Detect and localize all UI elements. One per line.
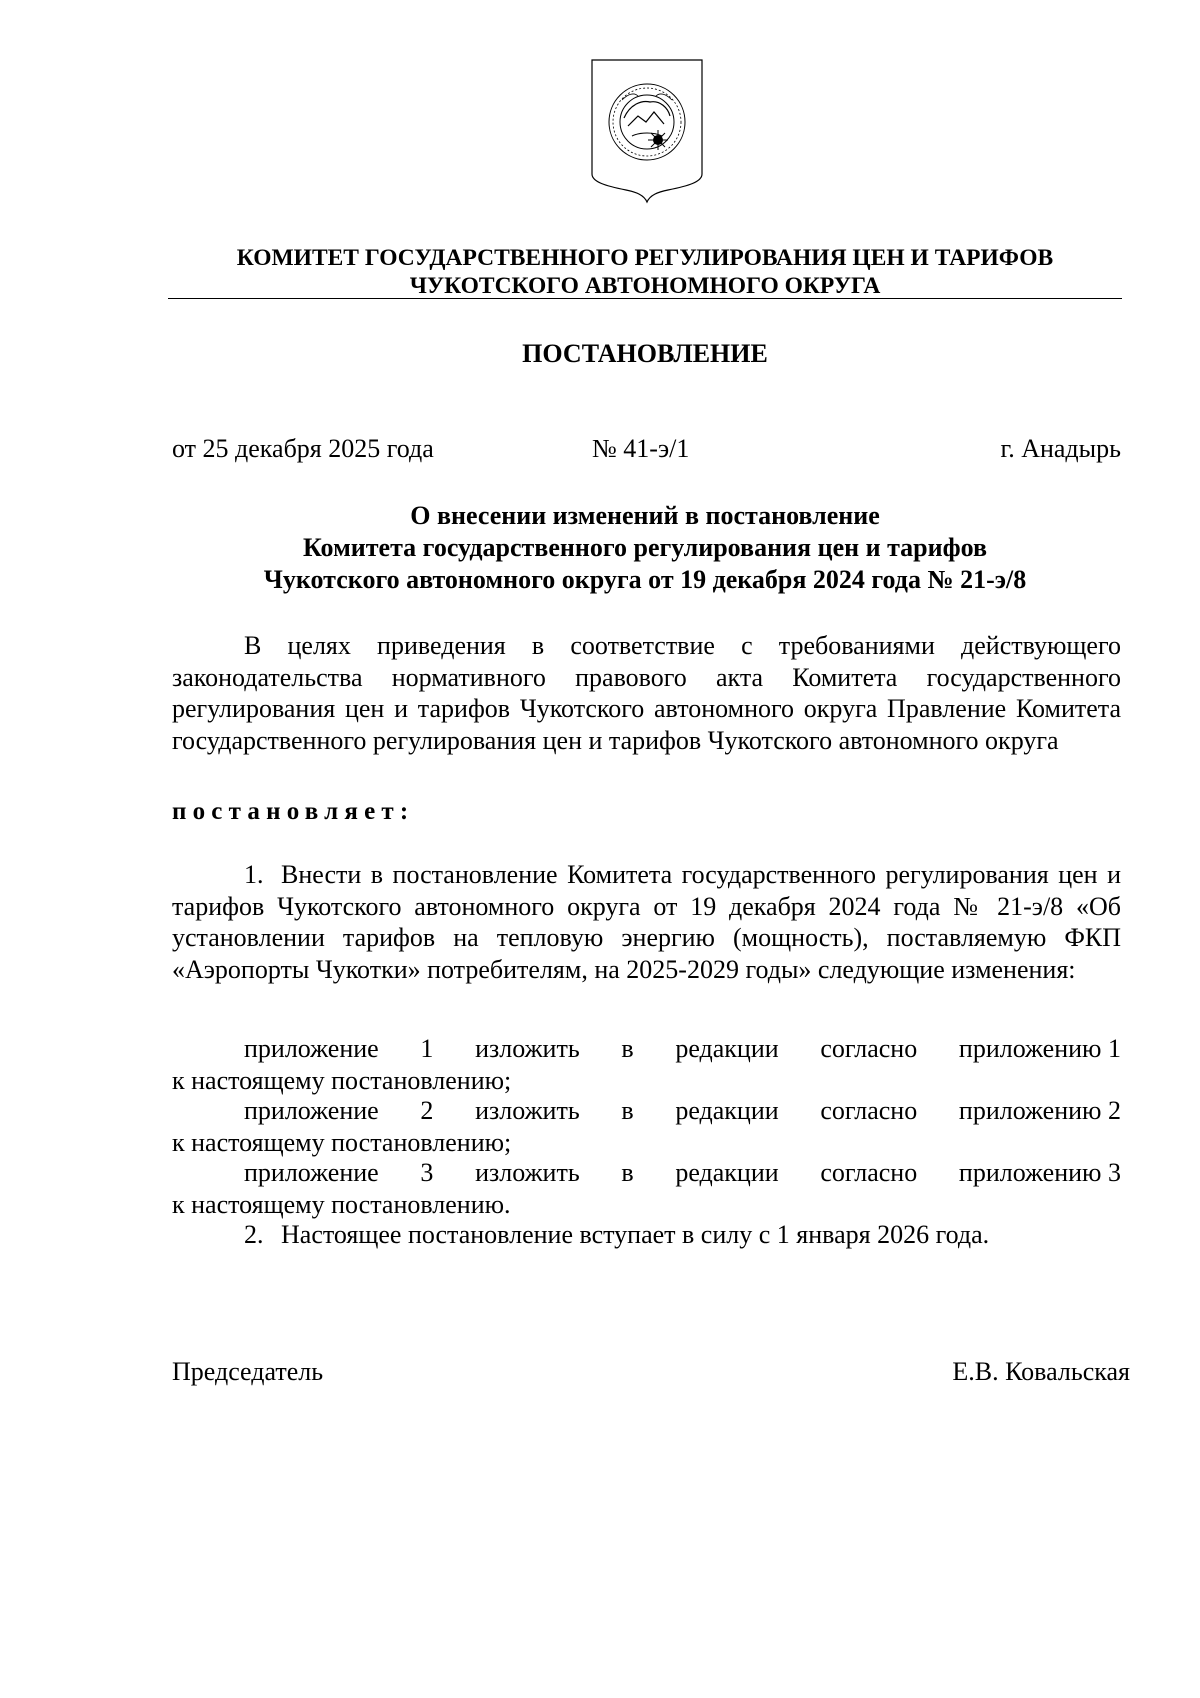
item-1-number: 1. [244,860,264,889]
intro-paragraph: В целях приведения в соответствие с требованиями действующего законодательства нормативного правового акта Комитета государственного регулирования цен и тарифов Чукотского автономного округа Правление Комитета государственного регулирования цен и тарифов Чукотского автономного округа [172,631,1121,755]
application-1-line [172,1033,1121,1065]
app-word: редакции [675,1158,779,1187]
app-word: приложению 3 [958,1158,1121,1187]
app-word: 1 [420,1034,434,1063]
document-date: от 25 декабря 2025 года [172,434,434,463]
app-word: согласно [820,1034,918,1063]
signatory-role: Председатель [172,1357,324,1386]
coat-of-arms-icon [588,56,706,204]
app-word: редакции [675,1096,779,1125]
app-word: в [621,1034,634,1063]
title-line3: Чукотского автономного округа от 19 декабря 2024 года № 21-э/8 [263,565,1027,594]
app-word: приложению 1 [958,1034,1121,1063]
app-word: в [621,1158,634,1187]
app-word: приложение [244,1096,379,1125]
item-1-text: Внести в постановление Комитета государственного регулирования цен и тарифов Чукотского автономного округа от 19 декабря 2024 года № 21-э/8 «Об установлении тарифов на тепловую энергию (мощность), поставляемую ФКП «Аэропорты Чукотки» потребителям, на 2025-2029 годы» следующие изменения: [172,860,1121,984]
application-2-block [172,1095,1121,1158]
document-title [168,500,1122,596]
document-city: г. Анадырь [1000,434,1121,463]
app-word: приложению 2 [958,1096,1121,1125]
signatory-name: Е.В. Ковальская [952,1357,1130,1386]
application-1-tail: к настоящему постановлению; [172,1065,512,1095]
app-word: изложить [475,1096,580,1125]
item-2-text: Настоящее постановление вступает в силу с 1 января 2026 года. [281,1220,990,1249]
title-line2: Комитета государственного регулирования цен и тарифов [303,533,987,562]
app-word: изложить [475,1034,580,1063]
item-1-paragraph [172,859,1121,985]
app-word: согласно [820,1158,918,1187]
application-3-line [172,1157,1121,1189]
coat-of-arms-emblem [588,56,706,204]
app-word: в [621,1096,634,1125]
app-word: приложение [244,1034,379,1063]
application-1-block [172,1033,1121,1096]
document-type: ПОСТАНОВЛЕНИЕ [522,339,768,368]
header-divider [168,298,1122,299]
organization-name [168,244,1122,300]
application-3-tail: к настоящему постановлению. [172,1189,511,1219]
document-number: № 41-э/1 [592,434,690,463]
application-3-block [172,1157,1121,1220]
app-word: изложить [475,1158,580,1187]
item-2-number: 2. [244,1220,264,1249]
decree-word: постановляет: [172,798,415,825]
app-word: 3 [420,1158,434,1187]
application-2-line [172,1095,1121,1127]
app-word: приложение [244,1158,379,1187]
organization-name-line2: ЧУКОТСКОГО АВТОНОМНОГО ОКРУГА [409,273,881,299]
app-word: редакции [675,1034,779,1063]
app-word: 2 [420,1096,434,1125]
organization-name-line1: КОМИТЕТ ГОСУДАРСТВЕННОГО РЕГУЛИРОВАНИЯ ЦЕН И ТАРИФОВ [236,245,1054,271]
app-word: согласно [820,1096,918,1125]
item-2-paragraph [172,1219,1121,1251]
title-line1: О внесении изменений в постановление [410,501,880,530]
application-2-tail: к настоящему постановлению; [172,1127,512,1157]
